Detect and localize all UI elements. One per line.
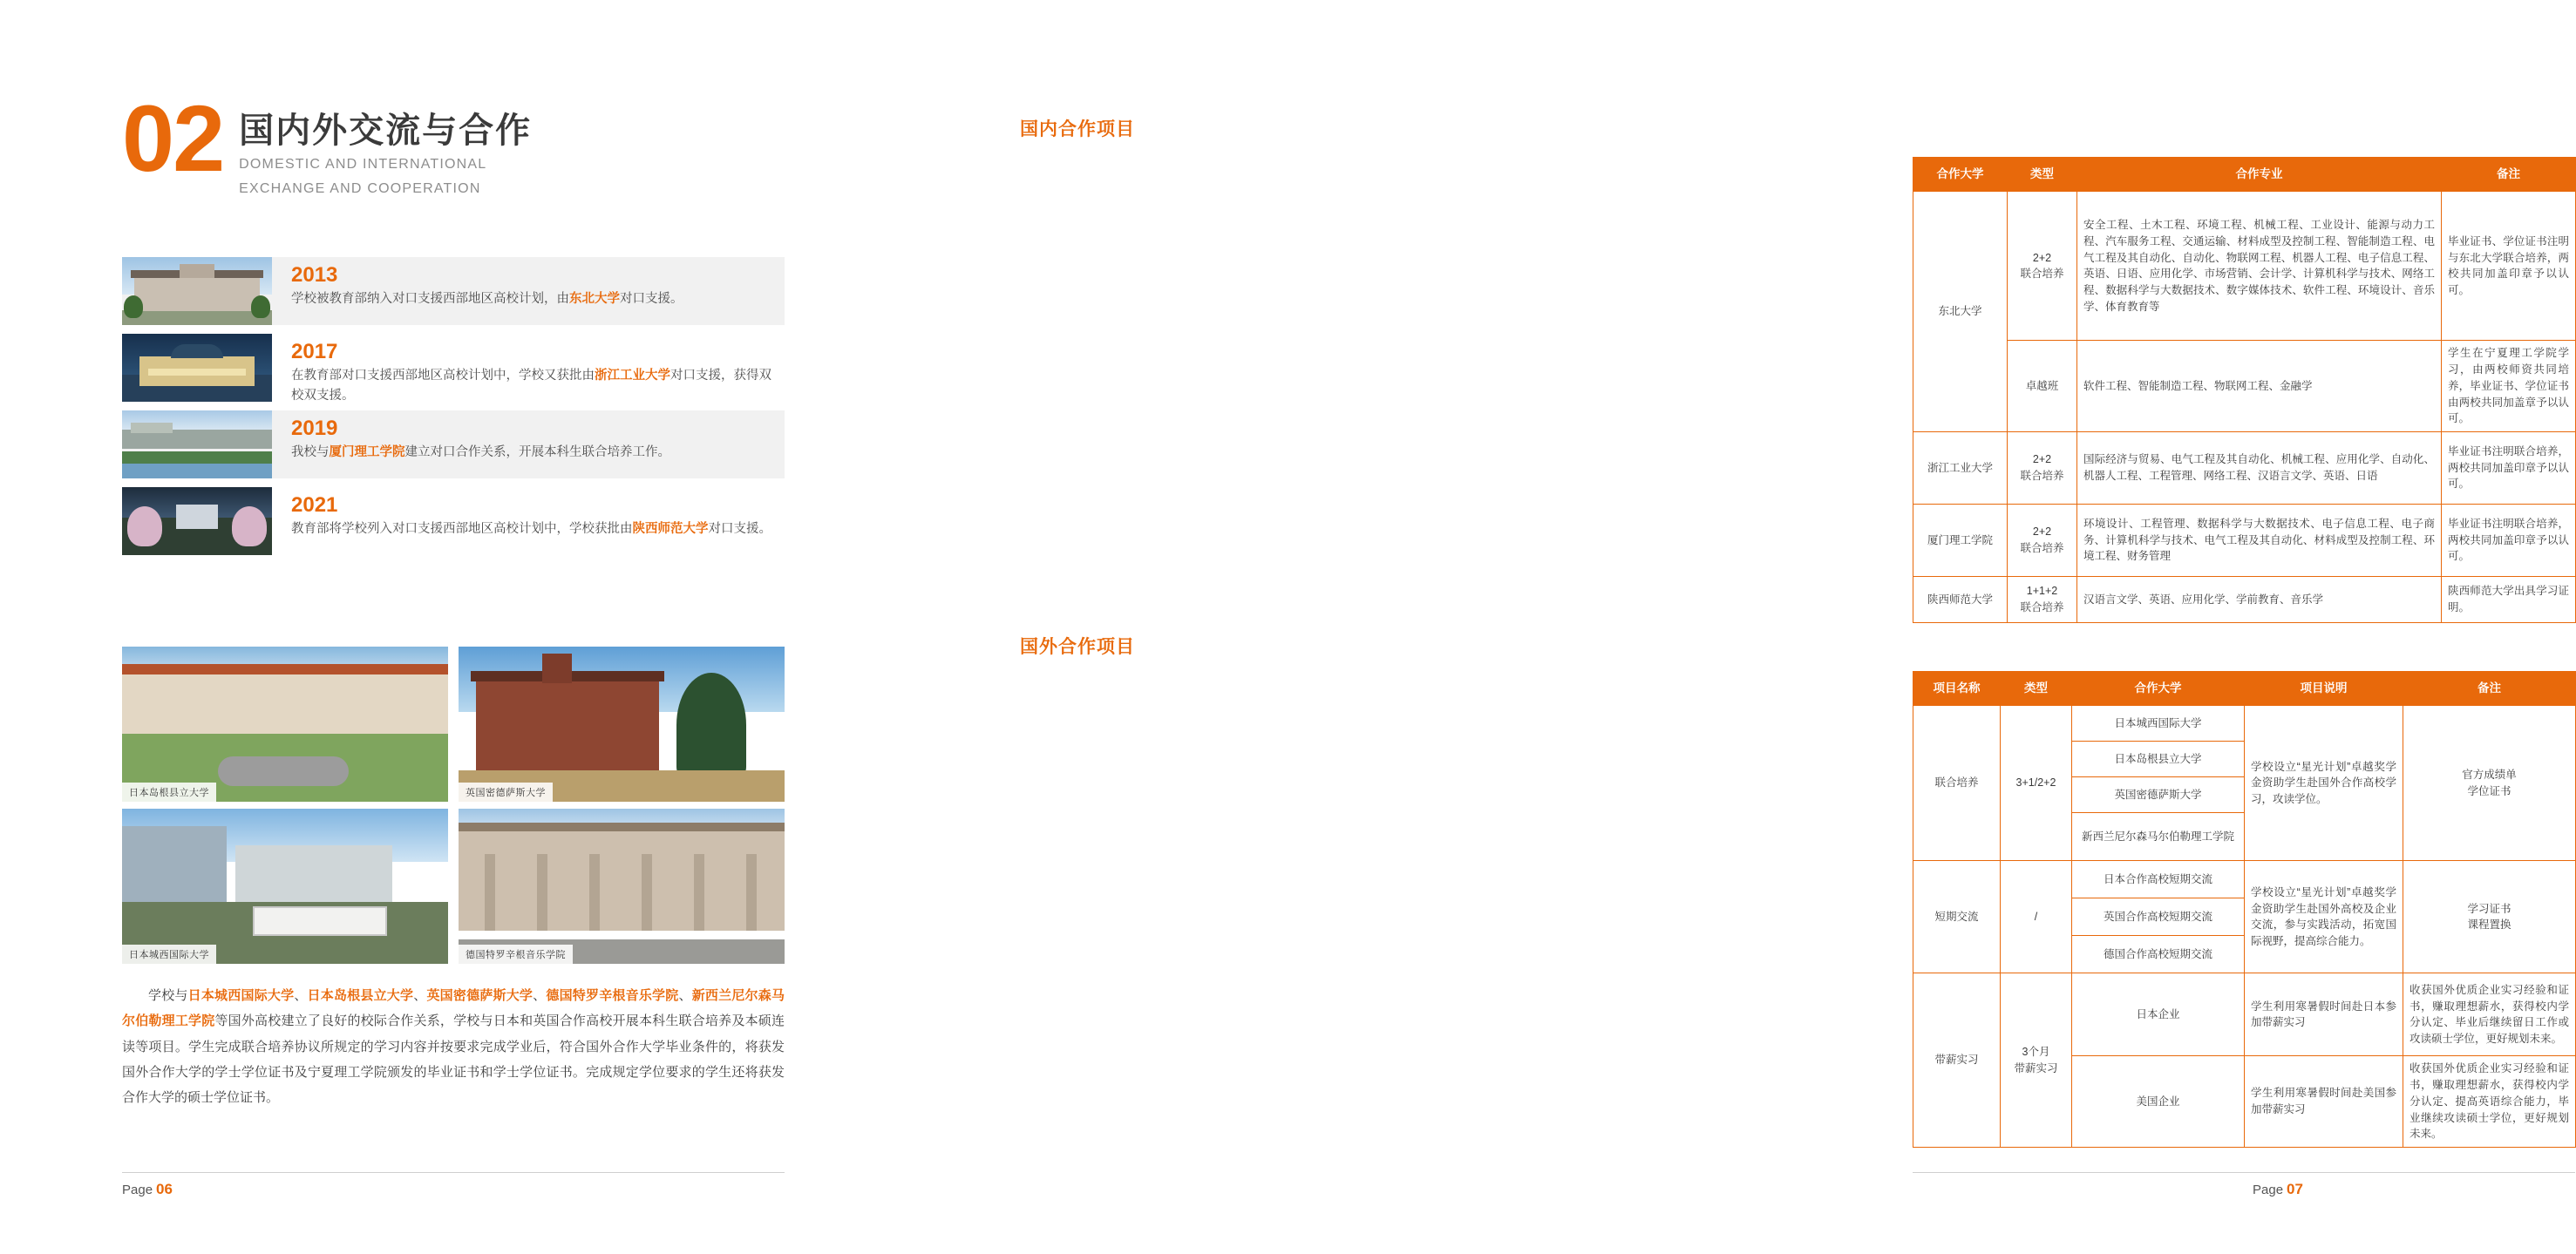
timeline-desc-before: 我校与 bbox=[291, 445, 330, 460]
cell-majors: 汉语言文学、英语、应用化学、学前教育、音乐学 bbox=[2077, 577, 2442, 623]
col-university: 合作大学 bbox=[1913, 158, 2008, 192]
cell-type: 2+2 联合培养 bbox=[2008, 432, 2077, 505]
cell-type: / bbox=[2001, 861, 2072, 973]
cell-partner: 新西兰尼尔森马尔伯勒理工学院 bbox=[2072, 813, 2245, 861]
table-row bbox=[1913, 861, 2576, 898]
col-partner-university: 合作大学 bbox=[2072, 672, 2245, 706]
cell-description: 学校设立“星光计划”卓越奖学金资助学生赴国外合作高校学习，攻读学位。 bbox=[2245, 706, 2403, 861]
cell-university: 浙江工业大学 bbox=[1913, 432, 2008, 505]
cell-partner: 美国企业 bbox=[2072, 1056, 2245, 1148]
cell-type: 3个月 带薪实习 bbox=[2001, 973, 2072, 1148]
cell-partner: 德国合作高校短期交流 bbox=[2072, 936, 2245, 973]
cell-project-name: 带薪实习 bbox=[1913, 973, 2001, 1148]
cell-majors: 环境设计、工程管理、数据科学与大数据技术、电子信息工程、电子商务、计算机科学与技术、电气工程及其自动化、材料成型及控制工程、环境工程、财务管理 bbox=[2077, 505, 2442, 577]
cell-remark: 学习证书 课程置换 bbox=[2403, 861, 2576, 973]
section-title-en-line1: DOMESTIC AND INTERNATIONAL bbox=[239, 157, 487, 172]
table-row bbox=[1913, 192, 2576, 341]
section-header bbox=[122, 85, 533, 198]
timeline-year: 2021 bbox=[291, 493, 338, 517]
timeline-desc-after: 对口支援。 bbox=[708, 522, 771, 537]
timeline-desc-highlight: 东北大学 bbox=[569, 292, 620, 307]
timeline-desc-after: 建立对口合作关系，开展本科生联合培养工作。 bbox=[404, 445, 670, 460]
timeline-desc-after: 对口支援。 bbox=[620, 292, 683, 307]
gallery-photo bbox=[459, 647, 785, 802]
footer-page-number-right: 07 bbox=[2287, 1181, 2303, 1197]
timeline-item bbox=[122, 257, 785, 325]
footer-page-number-left: 06 bbox=[156, 1181, 173, 1197]
section-title-cn: 国内外交流与合作 bbox=[239, 112, 533, 150]
col-remark: 备注 bbox=[2442, 158, 2576, 192]
page-footer-left bbox=[122, 1181, 173, 1198]
cell-partner: 英国合作高校短期交流 bbox=[2072, 898, 2245, 936]
table-row bbox=[1913, 706, 2576, 742]
domestic-cooperation-table bbox=[1913, 157, 2576, 623]
cell-type: 3+1/2+2 bbox=[2001, 706, 2072, 861]
footer-label-right: Page bbox=[2253, 1183, 2284, 1197]
timeline-desc-highlight: 陕西师范大学 bbox=[632, 522, 709, 537]
timeline-list bbox=[122, 257, 785, 564]
timeline-text bbox=[272, 487, 785, 555]
footer-divider-right bbox=[1913, 1172, 2575, 1173]
overseas-cooperation-table bbox=[1913, 671, 2576, 1148]
table-row bbox=[1913, 973, 2576, 1056]
section-title-group bbox=[239, 96, 532, 198]
cell-university: 陕西师范大学 bbox=[1913, 577, 2008, 623]
cell-type: 卓越班 bbox=[2008, 341, 2077, 432]
cell-remark: 收获国外优质企业实习经验和证书，赚取理想薪水，获得校内学分认定、提高英语综合能力，毕业继续攻读硕士学位，更好规划未来。 bbox=[2403, 1056, 2576, 1148]
timeline-item bbox=[122, 334, 785, 402]
cell-remark: 毕业证书注明联合培养，两校共同加盖印章予以认可。 bbox=[2442, 505, 2576, 577]
timeline-item bbox=[122, 410, 785, 478]
table-header-row bbox=[1913, 158, 2576, 192]
cell-partner: 日本企业 bbox=[2072, 973, 2245, 1056]
cell-description: 学校设立“星光计划”卓越奖学金资助学生赴国外高校及企业交流，参与实践活动，拓宽国际视野，提高综合能力。 bbox=[2245, 861, 2403, 973]
cell-remark: 官方成绩单 学位证书 bbox=[2403, 706, 2576, 861]
timeline-photo bbox=[122, 410, 272, 478]
gallery-photo bbox=[122, 647, 448, 802]
gallery-caption: 日本岛根县立大学 bbox=[122, 783, 216, 802]
footer-divider-left bbox=[122, 1172, 785, 1173]
cell-remark: 毕业证书注明联合培养，两校共同加盖印章予以认可。 bbox=[2442, 432, 2576, 505]
gallery-caption: 日本城西国际大学 bbox=[122, 945, 216, 964]
domestic-table-title: 国内合作项目 bbox=[1020, 119, 1135, 139]
timeline-desc bbox=[291, 443, 772, 462]
timeline-text bbox=[272, 410, 785, 478]
section-title-en-line2: EXCHANGE AND COOPERATION bbox=[239, 180, 481, 196]
col-type: 类型 bbox=[2008, 158, 2077, 192]
left-page bbox=[0, 0, 893, 1254]
cell-partner: 日本岛根县立大学 bbox=[2072, 742, 2245, 777]
col-project-name: 项目名称 bbox=[1913, 672, 2001, 706]
timeline-text bbox=[272, 334, 785, 402]
timeline-year: 2017 bbox=[291, 340, 338, 363]
cell-type: 2+2 联合培养 bbox=[2008, 192, 2077, 341]
timeline-photo bbox=[122, 487, 272, 555]
cell-description: 学生利用寒暑假时间赴日本参加带薪实习 bbox=[2245, 973, 2403, 1056]
overseas-table-title: 国外合作项目 bbox=[1020, 637, 1135, 657]
timeline-desc bbox=[291, 519, 772, 539]
right-page bbox=[893, 0, 2569, 1254]
col-remark: 备注 bbox=[2403, 672, 2576, 706]
timeline-desc-before: 教育部将学校列入对口支援西部地区高校计划中，学校获批由 bbox=[291, 522, 633, 537]
cell-project-name: 联合培养 bbox=[1913, 706, 2001, 861]
table-row bbox=[1913, 341, 2576, 432]
table-row bbox=[1913, 577, 2576, 623]
cell-partner: 英国密德萨斯大学 bbox=[2072, 777, 2245, 813]
gallery-caption: 英国密德萨斯大学 bbox=[459, 783, 553, 802]
timeline-desc-before: 在教育部对口支援西部地区高校计划中，学校又获批由 bbox=[291, 369, 595, 383]
cell-project-name: 短期交流 bbox=[1913, 861, 2001, 973]
page-footer-right bbox=[2253, 1181, 2303, 1198]
cell-type: 2+2 联合培养 bbox=[2008, 505, 2077, 577]
gallery-caption: 德国特罗辛根音乐学院 bbox=[459, 945, 573, 964]
timeline-year: 2019 bbox=[291, 417, 338, 440]
section-number: 02 bbox=[122, 85, 224, 191]
timeline-desc-after: 对口支援，获得双校双支援。 bbox=[291, 369, 771, 403]
cell-majors: 软件工程、智能制造工程、物联网工程、金融学 bbox=[2077, 341, 2442, 432]
timeline-desc-highlight: 浙江工业大学 bbox=[595, 369, 670, 383]
cell-remark: 毕业证书、学位证书注明与东北大学联合培养，两校共同加盖印章予以认可。 bbox=[2442, 192, 2576, 341]
cell-type: 1+1+2 联合培养 bbox=[2008, 577, 2077, 623]
timeline-year: 2013 bbox=[291, 263, 338, 287]
cell-university: 厦门理工学院 bbox=[1913, 505, 2008, 577]
cell-partner: 日本合作高校短期交流 bbox=[2072, 861, 2245, 898]
table-row bbox=[1913, 505, 2576, 577]
table-header-row bbox=[1913, 672, 2576, 706]
cell-majors: 安全工程、土木工程、环境工程、机械工程、工业设计、能源与动力工程、汽车服务工程、交通运输、材料成型及控制工程、智能制造工程、电气工程及其自动化、自动化、物联网工程、机器人工程、电子信息工程、英语、日语、应用化学、市场营销、会计学、计算机科学与技术、网络工程、数据科学与大数据技术、数字媒体技术、软件工程、环境设计、音乐学、体育教育等 bbox=[2077, 192, 2442, 341]
cell-description: 学生利用寒暑假时间赴美国参加带薪实习 bbox=[2245, 1056, 2403, 1148]
body-paragraph: 学校与日本城西国际大学、日本岛根县立大学、英国密德萨斯大学、德国特罗辛根音乐学院、新西兰尼尔森马尔伯勒理工学院等国外高校建立了良好的校际合作关系，学校与日本和英国合作高校开展本科生联合培养及本硕连读等项目。学生完成联合培养协议所规定的学习内容并按要求完成学业后，符合国外合作大学毕业条件的，将获发国外合作大学的学士学位证书及宁夏理工学院颁发的毕业证书和学士学位证书。完成规定学位要求的学生还将获发合作大学的硕士学位证书。 bbox=[122, 988, 785, 1105]
timeline-text bbox=[272, 257, 785, 325]
timeline-desc-before: 学校被教育部纳入对口支援西部地区高校计划，由 bbox=[291, 292, 569, 307]
timeline-desc bbox=[291, 366, 772, 405]
col-type: 类型 bbox=[2001, 672, 2072, 706]
timeline-photo bbox=[122, 334, 272, 402]
timeline-desc bbox=[291, 289, 772, 308]
cell-remark: 陕西师范大学出具学习证明。 bbox=[2442, 577, 2576, 623]
col-description: 项目说明 bbox=[2245, 672, 2403, 706]
cell-majors: 国际经济与贸易、电气工程及其自动化、机械工程、应用化学、自动化、机器人工程、工程管理、网络工程、汉语言文学、英语、日语 bbox=[2077, 432, 2442, 505]
gallery-photo bbox=[122, 809, 448, 964]
gallery-photo bbox=[459, 809, 785, 964]
cell-partner: 日本城西国际大学 bbox=[2072, 706, 2245, 742]
col-majors: 合作专业 bbox=[2077, 158, 2442, 192]
timeline-item bbox=[122, 487, 785, 555]
footer-label-left: Page bbox=[122, 1183, 153, 1197]
table-row bbox=[1913, 432, 2576, 505]
cell-remark: 学生在宁夏理工学院学习，由两校师资共同培养，毕业证书、学位证书由两校共同加盖章予以认可。 bbox=[2442, 341, 2576, 432]
timeline-photo bbox=[122, 257, 272, 325]
cell-university: 东北大学 bbox=[1913, 192, 2008, 432]
timeline-desc-highlight: 厦门理工学院 bbox=[329, 445, 405, 460]
photo-gallery bbox=[122, 647, 785, 960]
cell-remark: 收获国外优质企业实习经验和证书，赚取理想薪水，获得校内学分认定、毕业后继续留日工作或攻读硕士学位，更好规划未来。 bbox=[2403, 973, 2576, 1056]
